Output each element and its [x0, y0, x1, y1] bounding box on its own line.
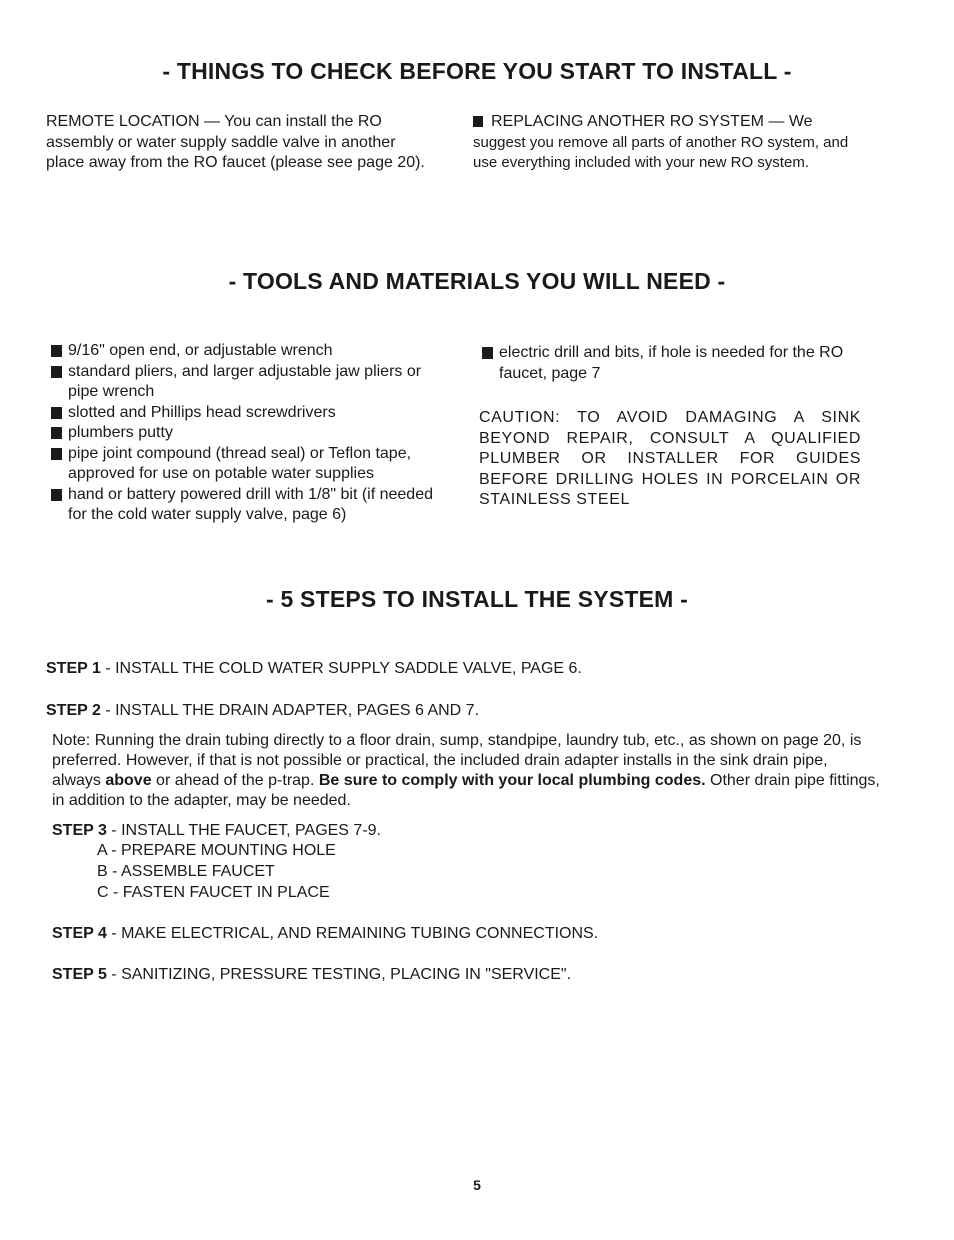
replacing-system-paragraph	[473, 112, 861, 174]
step-3-sub-b: B - ASSEMBLE FAUCET	[97, 863, 275, 880]
tools-list-right	[479, 343, 869, 511]
square-bullet-icon	[51, 407, 62, 419]
square-bullet-icon	[51, 427, 62, 439]
tools-list-left	[48, 341, 436, 526]
list-item: electric drill and bits, if hole is needed for the RO faucet, page 7	[479, 343, 869, 384]
replacing-system-text	[473, 112, 861, 174]
replacing-system-rest: suggest you remove all parts of another RO system, and use everything included with your new RO system.	[473, 133, 849, 171]
section-title-tools-materials: - TOOLS AND MATERIALS YOU WILL NEED -	[228, 268, 726, 294]
list-item: standard pliers, and larger adjustable jaw pliers or pipe wrench	[48, 362, 436, 403]
page-number: 5	[473, 1177, 481, 1193]
step-4: STEP 4 - MAKE ELECTRICAL, AND REMAINING TUBING CONNECTIONS.	[52, 925, 599, 942]
step-5: STEP 5 - SANITIZING, PRESSURE TESTING, PLACING IN "SERVICE".	[52, 966, 572, 983]
list-item: plumbers putty	[48, 423, 436, 444]
caution-notice: CAUTION: TO AVOID DAMAGING A SINK BEYOND REPAIR, CONSULT A QUALIFIED PLUMBER OR INSTALLER FOR GUIDES BEFORE DRILLING HOLES IN PORCELAIN OR STAINLESS STEEL	[479, 409, 861, 508]
square-bullet-icon	[51, 489, 62, 501]
square-bullet-icon	[482, 347, 493, 359]
replacing-system-lead: REPLACING ANOTHER RO SYSTEM — We	[491, 113, 813, 130]
step-3: STEP 3 - INSTALL THE FAUCET, PAGES 7-9.	[52, 822, 381, 839]
section-title-things-to-check: - THINGS TO CHECK BEFORE YOU START TO INSTALL -	[162, 58, 792, 84]
square-bullet-icon	[51, 448, 62, 460]
step-1: STEP 1 - INSTALL THE COLD WATER SUPPLY SADDLE VALVE, PAGE 6.	[46, 660, 582, 677]
list-item: hand or battery powered drill with 1/8" bit (if needed for the cold water supply valve, page 6)	[48, 485, 436, 526]
section-title-5-steps: - 5 STEPS TO INSTALL THE SYSTEM -	[266, 586, 688, 612]
remote-location-text: REMOTE LOCATION — You can install the RO assembly or water supply saddle valve in another place away from the RO faucet (please see page 20).	[46, 113, 425, 171]
list-item: slotted and Phillips head screwdrivers	[48, 403, 436, 424]
remote-location-paragraph	[46, 112, 436, 174]
step-2: STEP 2 - INSTALL THE DRAIN ADAPTER, PAGES 6 AND 7.	[46, 702, 480, 719]
square-bullet-icon	[51, 345, 62, 357]
square-bullet-icon	[51, 366, 62, 378]
drain-note: Note: Running the drain tubing directly to a floor drain, sump, standpipe, laundry tub, etc., as shown on page 20, is preferred. However, if that is not possible or practical, the included drain adapter installs in the sink drain pipe, always above or ahead of the p-trap. Be sure to comply with your local plumbing codes. Other drain pipe fittings, in addition to the adapter, may be needed.	[52, 732, 880, 809]
list-item: 9/16" open end, or adjustable wrench	[48, 341, 436, 362]
square-bullet-icon	[473, 116, 483, 127]
step-3-sub-c: C - FASTEN FAUCET IN PLACE	[97, 884, 330, 901]
step-3-sub-a: A - PREPARE MOUNTING HOLE	[97, 842, 336, 859]
list-item: pipe joint compound (thread seal) or Teflon tape, approved for use on potable water supplies	[48, 444, 436, 485]
